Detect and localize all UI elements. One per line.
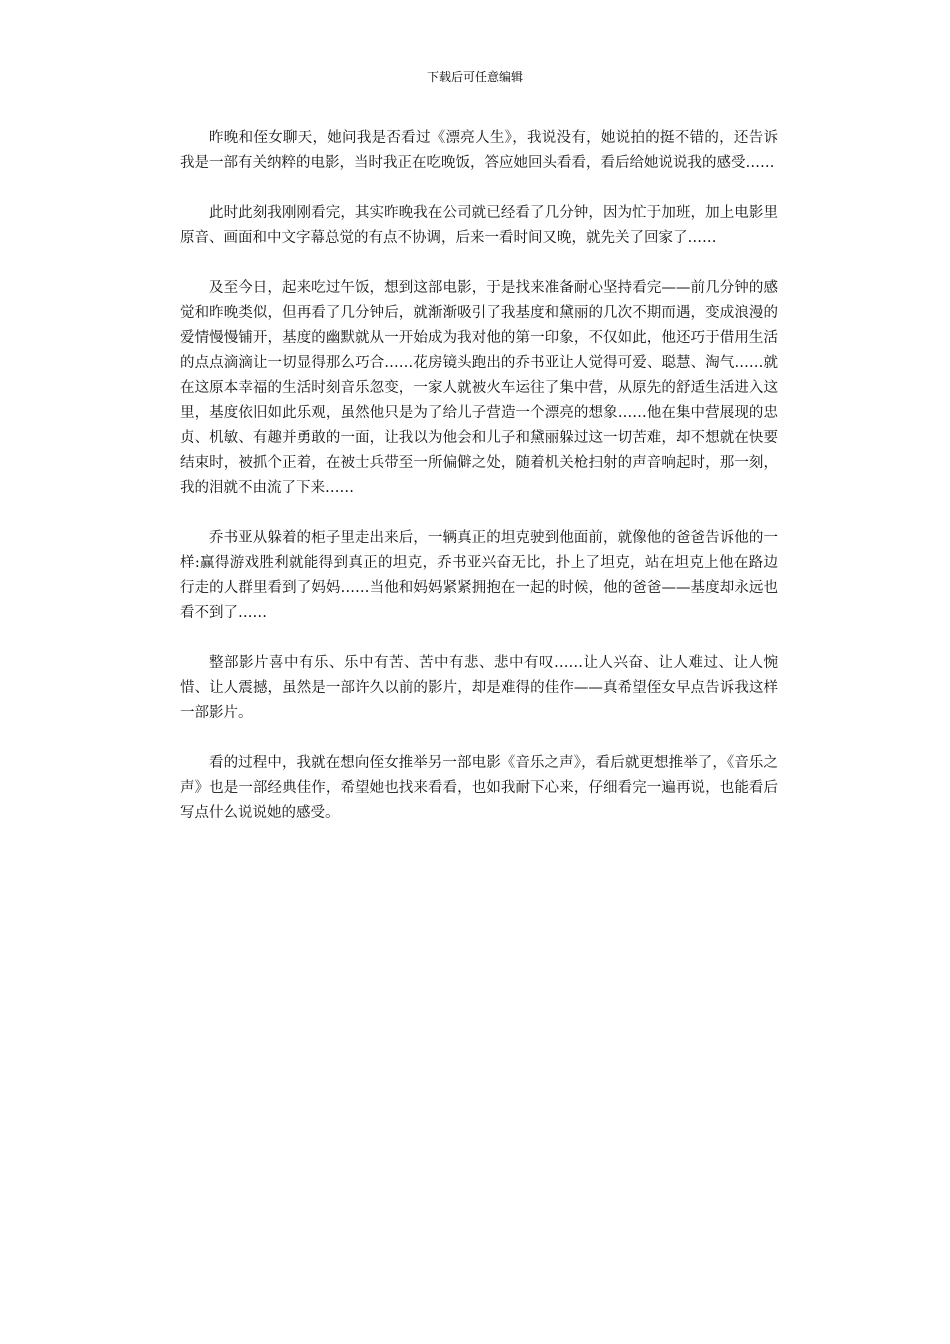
paragraph-3: 及至今日，起来吃过午饭，想到这部电影，于是找来准备耐心坚持看完——前几分钟的感觉和昨晚类似，但再看了几分钟后，就渐渐吸引了我基度和黛丽的几次不期而遇，变成浪漫的爱情慢慢铺开，基度的幽默就从一开始成为我对他的第一印象，不仅如此，他还巧于借用生活的点点滴滴让一切显得那么巧合……花房镜头跑出的乔书亚让人觉得可爱、聪慧、淘气……就在这原本幸福的生活时刻音乐忽变，一家人就被火车运往了集中营，从原先的舒适生活进入这里，基度依旧如此乐观，虽然他只是为了给儿子营造一个漂亮的想象……他在集中营展现的忠贞、机敏、有趣并勇敢的一面，让我以为他会和儿子和黛丽躲过这一切苦难，却不想就在快要结束时，被抓个正着，在被士兵带至一所偏僻之处，随着机关枪扫射的声音响起时，那一刻，我的泪就不由流了下来…… [180,280,778,496]
paragraph-5: 整部影片喜中有乐、乐中有苦、苦中有悲、悲中有叹……让人兴奋、让人难过、让人惋惜、让人震撼，虽然是一部许久以前的影片，却是难得的佳作——真希望侄女早点告诉我这样一部影片。 [180,655,778,721]
paragraph-4: 乔书亚从躲着的柜子里走出来后，一辆真正的坦克驶到他面前，就像他的爸爸告诉他的一样:赢得游戏胜利就能得到真正的坦克，乔书亚兴奋无比，扑上了坦克，站在坦克上他在路边行走的人群里看到了妈妈……当他和妈妈紧紧拥抱在一起的时候，他的爸爸——基度却永远也看不到了…… [180,530,778,621]
article-body [180,126,778,851]
paragraph-6: 看的过程中，我就在想向侄女推举另一部电影《音乐之声》，看后就更想推举了，《音乐之声》也是一部经典佳作，希望她也找来看看，也如我耐下心来，仔细看完一遍再说，也能看后写点什么说说她的感受。 [180,755,778,821]
paragraph-1: 昨晚和侄女聊天，她问我是否看过《漂亮人生》，我说没有，她说拍的挺不错的，还告诉我是一部有关纳粹的电影，当时我正在吃晚饭，答应她回头看看，看后给她说说我的感受…… [180,130,778,171]
header-note: 下载后可任意编辑 [426,70,523,84]
paragraph-2: 此时此刻我刚刚看完，其实昨晚我在公司就已经看了几分钟，因为忙于加班，加上电影里原音、画面和中文字幕总觉的有点不协调，后来一看时间又晚，就先关了回家了…… [180,205,778,246]
